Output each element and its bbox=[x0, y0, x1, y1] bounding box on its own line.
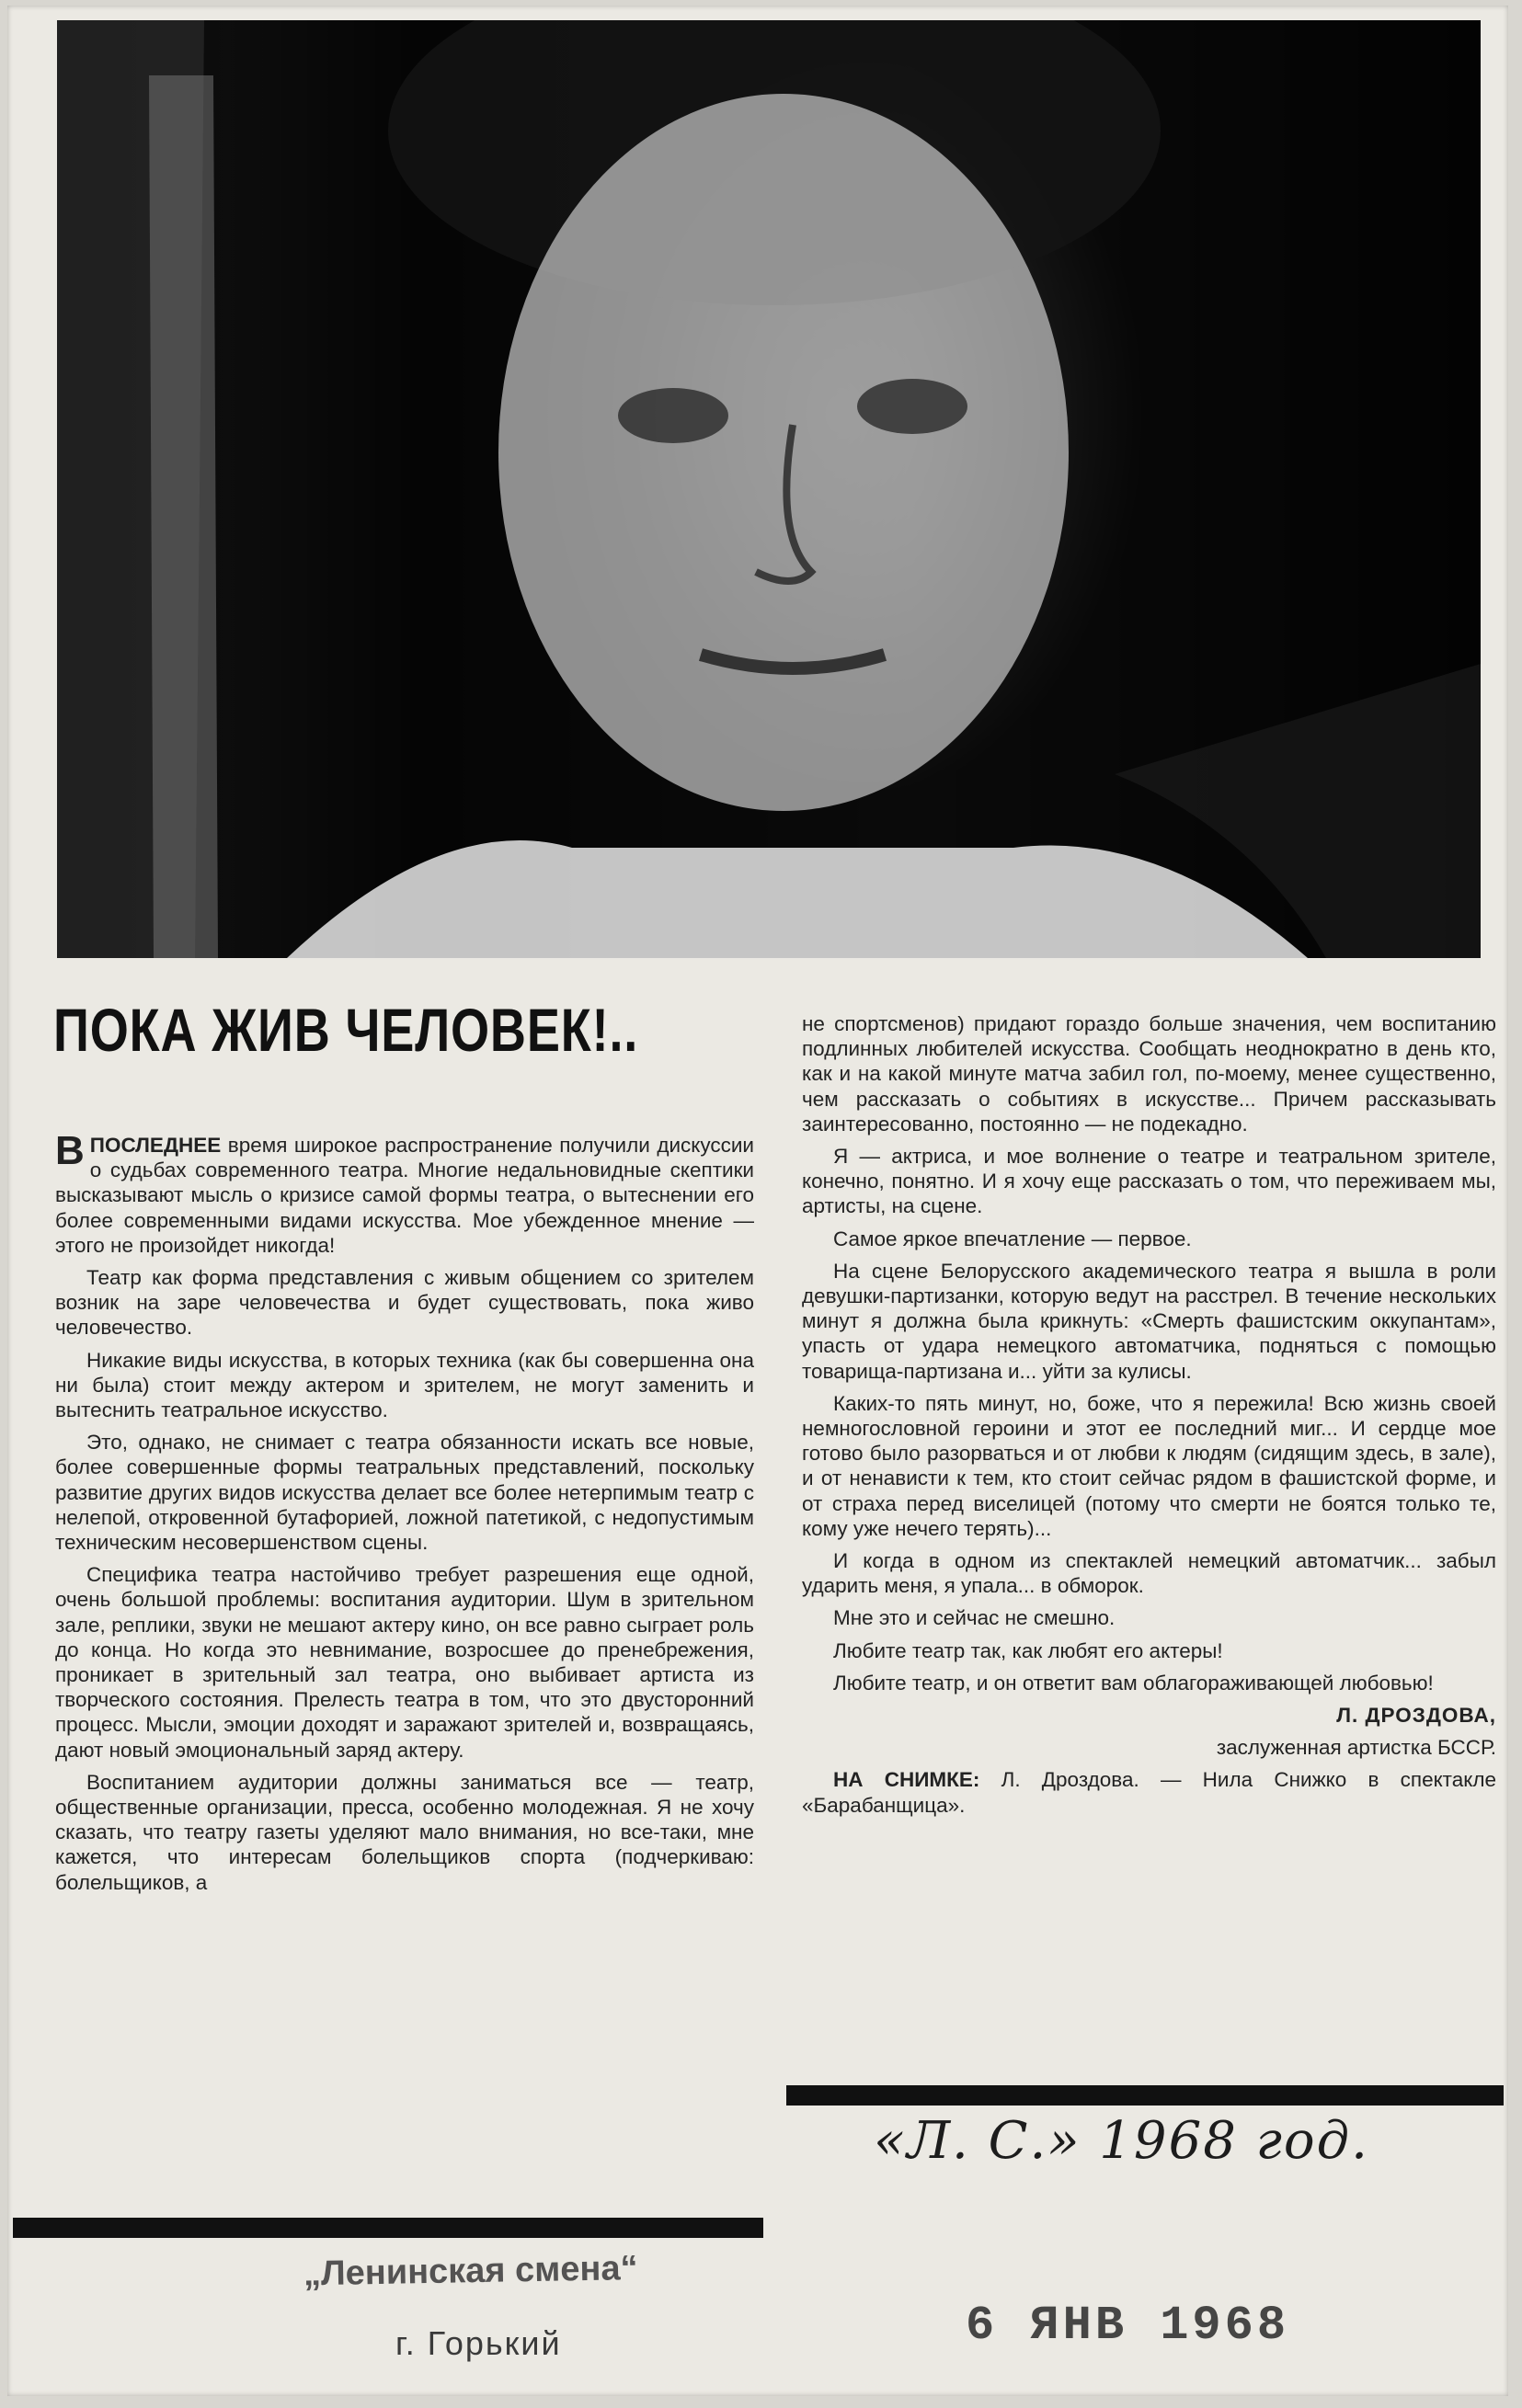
city-stamp: г. Горький bbox=[395, 2324, 562, 2362]
column-divider-rule bbox=[786, 2085, 1504, 2106]
drop-cap: В bbox=[55, 1128, 85, 1173]
handwritten-note: «Л. С.» 1968 год. bbox=[874, 2111, 1369, 2171]
paragraph: И когда в одном из спектаклей немецкий автоматчик... забыл ударить меня, я упала... в обморок. bbox=[802, 1549, 1496, 1598]
article-column-2 bbox=[802, 1011, 1496, 1825]
date-stamp: 6 ЯНВ 1968 bbox=[966, 2299, 1290, 2353]
author-title: заслуженная артистка БССР. bbox=[1216, 1736, 1496, 1760]
paragraph: Я — актриса, и мое волнение о театре и театральном зрителе, конечно, понятно. И я хочу еще рассказать о том, что переживаем мы, артисты, на сцене. bbox=[802, 1145, 1496, 1218]
paragraph: Мне это и сейчас не смешно. bbox=[833, 1606, 1116, 1630]
paragraph: На сцене Белорусского академического театра я вышла в роли девушки-партизанки, которую ведут на расстрел. В течение нескольких минут я должна была крикнуть: «Смерть фашистским оккупантам», упасть от удара немецкого автоматчика, подняться с помощью товарища-партизана и... уйти за кулисы. bbox=[802, 1259, 1496, 1383]
article-headline: ПОКА ЖИВ ЧЕЛОВЕК!.. bbox=[53, 996, 639, 1064]
portrait-illustration bbox=[57, 20, 1481, 958]
paragraph: Любите театр, и он ответит вам облагораживающей любовью! bbox=[833, 1671, 1434, 1695]
author-name: Л. ДРОЗДОВА, bbox=[1336, 1704, 1496, 1728]
portrait-photo bbox=[57, 20, 1481, 958]
newspaper-name-stamp: „Ленинская смена“ bbox=[303, 2249, 638, 2294]
column-divider-rule bbox=[13, 2218, 763, 2238]
article-column-1 bbox=[55, 1128, 754, 1902]
paragraph: Специфика театра настойчиво требует разрешения еще одной, очень большой проблемы: воспитания аудитории. Шум в зрительном зале, реплики, звуки не мешают актеру кино, он все равно сыграет роль до конца. Но когда это невнимание, возросшее до пренебрежения, проникает в зрительный зал театра, оно выбивает артиста из творческого состояния. Прелесть театра в том, что это двусторонний процесс. Мысли, эмоции доходят и заражают зрителей и, возвращаясь, дают новый эмоциональный заряд актеру. bbox=[55, 1563, 754, 1762]
paragraph: Воспитанием аудитории должны заниматься все — театр, общественные организации, пресса, особенно молодежная. Я не хочу сказать, что театру газеты уделяют мало внимания, но все-таки, мне кажется, что интересам болельщиков спорта (подчеркиваю: болельщиков, а bbox=[55, 1770, 754, 1894]
paragraph: Любите театр так, как любят его актеры! bbox=[833, 1638, 1223, 1662]
lead-paragraph: ВПОСЛЕДНЕЕ время широкое распространение получили дискуссии о судьбах современного театра. Многие недальновидные скептики высказывают мысль о кризисе самой формы театра, о вытеснении его более современными видами искусства. Мое убежденное мнение — этого не произойдет никогда! bbox=[55, 1128, 754, 1257]
paragraph: не спортсменов) придают гораздо больше значения, чем воспитанию подлинных любителей искусства. Сообщать неоднократно в день кто, как и на какой минуте матча забил гол, по-моему, менее существенно, чем рассказать о событиях в искусстве... Причем рассказывать заинтересованно, постоянно — не подекадно. bbox=[802, 1012, 1496, 1136]
paragraph: Это, однако, не снимает с театра обязанности искать все новые, более совершенные формы театральных представлений, поскольку развитие других видов искусства делает все более нетерпимым театр с нелепой, откровенной бутафорией, ложной патетикой, с недопустимым техническим несовершенством сцены. bbox=[55, 1431, 754, 1555]
photo-caption: НА СНИМКЕ: Л. Дроздова. — Нила Снижко в спектакле «Барабанщица». bbox=[802, 1768, 1496, 1817]
paragraph: Самое яркое впечатление — первое. bbox=[833, 1227, 1192, 1250]
paragraph: Каких-то пять минут, но, боже, что я пережила! Всю жизнь своей немногословной героини и этот ее последний миг... И сердце мое готово было разорваться и от любви к людям (сидящим здесь, в зале), и от ненависти к тем, кто стоит сейчас рядом в фашистской форме, и от страха перед виселицей (потому что смерти не боятся только те, кому уже нечего терять)... bbox=[802, 1391, 1496, 1540]
paragraph: Никакие виды искусства, в которых техника (как бы совершенна она ни была) стоит между актером и зрителем, не могут заменить и вытеснить театральное искусство. bbox=[55, 1348, 754, 1422]
paragraph: Театр как форма представления с живым общением со зрителем возник на заре человечества и будет существовать, пока живо человечество. bbox=[55, 1266, 754, 1340]
